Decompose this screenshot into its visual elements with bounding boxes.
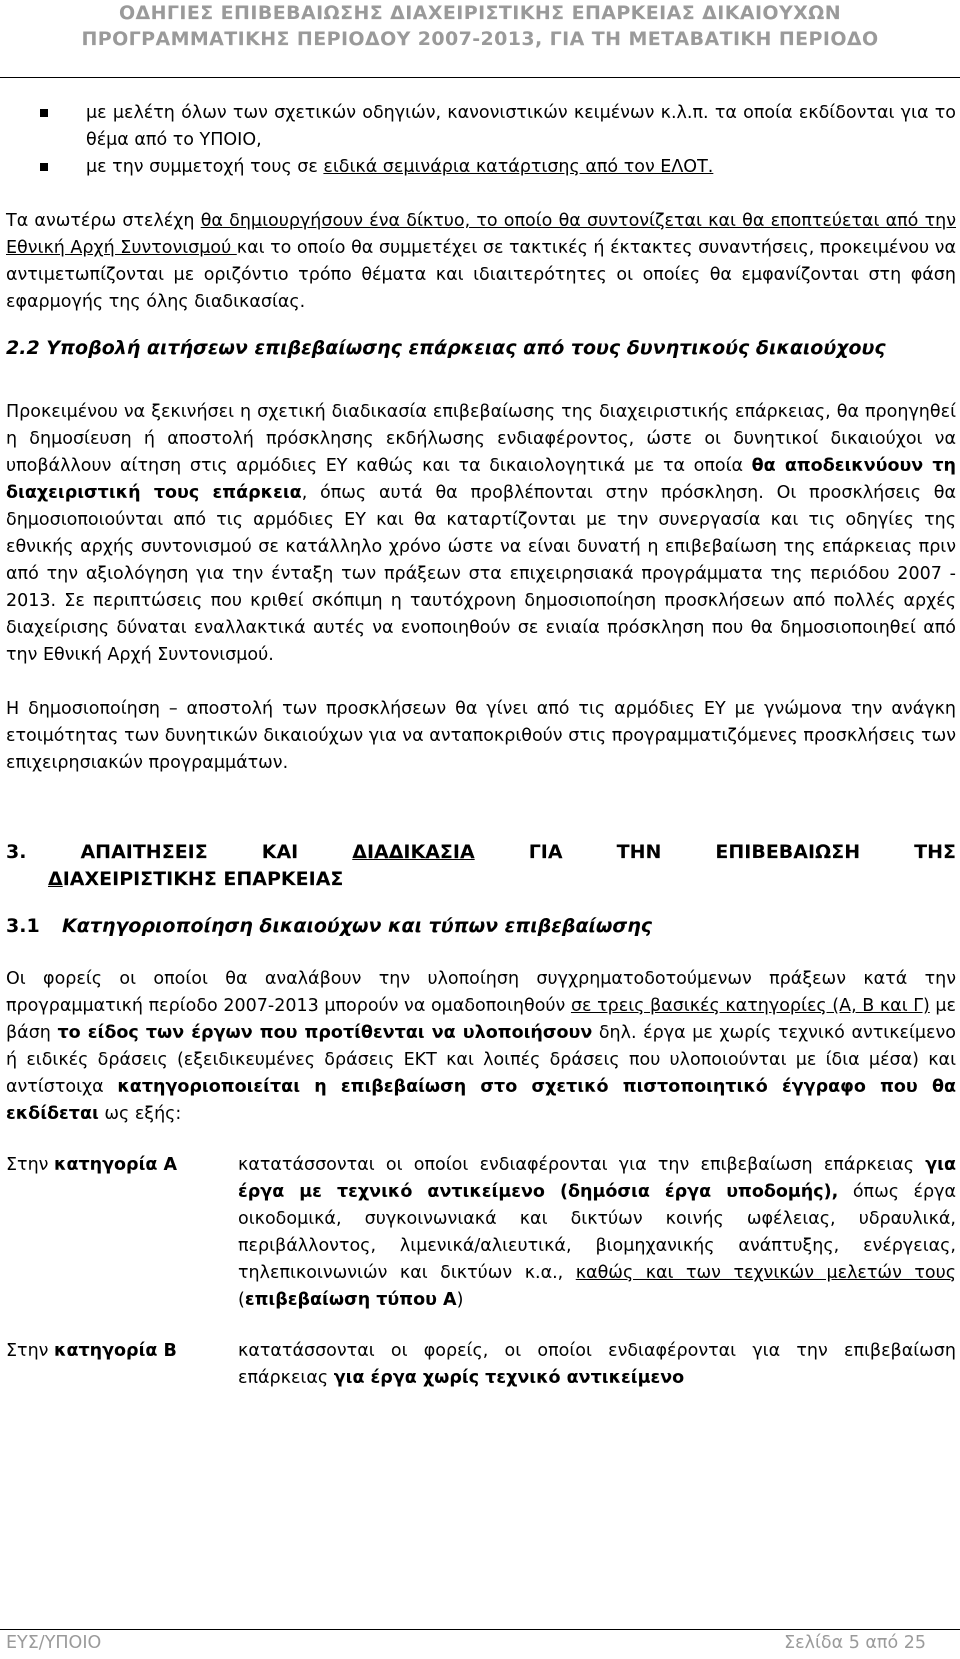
text-run: Τα ανωτέρω στελέχη (6, 211, 201, 231)
text-run-bold: για έργα με τεχνικό αντικείμενο (δημόσια έργα υποδομής), (238, 1155, 956, 1202)
text-run: ( (238, 1290, 245, 1310)
text-run: με βάση (6, 996, 957, 1043)
heading-word: ΔΙΑΔΙΚΑΣΙΑ (352, 841, 475, 863)
category-b-label (6, 1338, 238, 1392)
text-run: κατατάσσονται οι οποίοι ενδιαφέρονται για την επιβεβαίωση επάρκειας (238, 1155, 926, 1175)
category-a-label (6, 1152, 238, 1314)
heading-word: ΤΗΝ (616, 841, 662, 863)
bullet-text: με την συμμετοχή τους σε (86, 157, 324, 177)
section-number: 3. (6, 841, 27, 863)
text-run-bold: θα αποδεικνύουν τη διαχειριστική τους επάρκεια (6, 456, 956, 503)
category-b-description (238, 1338, 956, 1392)
bullet-text-underlined: ειδικά σεμινάρια κατάρτισης από τον ΕΛΟΤ. (323, 157, 714, 177)
text-run: Οι φορείς οι οποίοι θα αναλάβουν την υλοποίηση συγχρηματοδοτούμενων πράξεων κατά την προγραμματική περίοδο 2007-2013 μπορούν να ομαδοποιηθούν (6, 969, 956, 1016)
text-run: , όπως αυτά θα προβλέπονται στην πρόσκληση. Οι προσκλήσεις θα δημοσιοποιούνται από τις αρμόδιες ΕΥ και θα καταρτίζονται με την συνεργασία και τις οδηγίες της εθνικής αρχής συντονισμού σε κατάλληλο χρόνο ώστε να είναι δυνατή η επιβεβαίωση της επάρκειας πριν από την αξιολόγηση για την ένταξη των πράξεων στα επιχειρησιακά προγράμματα της περιόδου 2007 - 2013. Σε περιπτώσεις που κριθεί σκόπιμη η ταυτόχρονη δημοσιοποίηση προσκλήσεων από πολλές αρχές διαχείρισης δύναται εναλλακτικά αυτές να ενοποιηθούν σε ενιαία πρόσκληση που θα δημοσιοποιηθεί από την Εθνική Αρχή Συντονισμού. (6, 483, 956, 665)
category-a-row (6, 1152, 956, 1314)
document-body (6, 100, 956, 1392)
heading-letter-underlined: Δ (48, 868, 63, 890)
text-run-bold: για έργα χωρίς τεχνικό αντικείμενο (333, 1368, 685, 1388)
bullet-text: με μελέτη όλων των σχετικών οδηγιών, κανονιστικών κειμένων κ.λ.π. τα οποία εκδίδονται για το θέμα από το ΥΠΟΙΟ, (86, 103, 956, 150)
text-run-bold: κατηγορία Β (54, 1341, 177, 1361)
section-number: 3.1 (6, 915, 40, 937)
bullet-list (6, 100, 956, 181)
category-b-row (6, 1338, 956, 1392)
header-title-line-1: ΟΔΗΓΙΕΣ ΕΠΙΒΕΒΑΙΩΣΗΣ ΔΙΑΧΕΙΡΙΣΤΙΚΗΣ ΕΠΑΡΚΕΙΑΣ ΔΙΚΑΙΟΥΧΩΝ (118, 2, 842, 24)
section-3-heading (6, 839, 956, 866)
footer-page-number: Σελίδα 5 από 25 (784, 1633, 926, 1653)
text-run: ) (456, 1290, 464, 1310)
heading-word: ΑΠΑΙΤΗΣΕΙΣ (80, 841, 208, 863)
text-run-bold: επιβεβαίωση τύπου Α (244, 1290, 457, 1310)
section-title: Κατηγοριοποίηση δικαιούχων και τύπων επιβεβαίωσης (62, 915, 653, 937)
heading-word: ΕΠΙΒΕΒΑΙΩΣΗ (715, 841, 861, 863)
bullet-item-seminars (6, 154, 956, 181)
footer-divider (0, 1629, 960, 1630)
heading-word: ΚΑΙ (261, 841, 299, 863)
footer-organization: ΕΥΣ/ΥΠΟΙΟ (6, 1633, 102, 1653)
text-run: κατατάσσονται οι φορείς, οι οποίοι ενδιαφέρονται για την επιβεβαίωση επάρκειας (238, 1341, 956, 1388)
heading-text: ΙΑΧΕΙΡΙΣΤΙΚΗΣ ΕΠΑΡΚΕΙΑΣ (62, 868, 344, 890)
heading-word: ΓΙΑ (528, 841, 563, 863)
text-run-bold: το είδος των έργων που προτίθενται να υλοποιήσουν (57, 1023, 593, 1043)
text-run: και το οποίο θα συμμετέχει σε τακτικές ή έκτακτες συναντήσεις, προκειμένου να αντιμετωπίζονται με οριζόντιο τρόπο θέματα και ιδιαιτερότητες οι οποίες θα εμφανίζονται στη φάση εφαρμογής της όλης διαδικασίας. (6, 238, 956, 312)
category-a-description (238, 1152, 956, 1314)
text-run-underlined: θα δημιουργήσουν ένα δίκτυο, το οποίο θα συντονίζεται και θα εποπτεύεται από την Εθνική Αρχή Συντονισμού (6, 211, 956, 258)
paragraph-network (6, 208, 956, 316)
text-run: Στην (6, 1341, 55, 1361)
page-header (0, 0, 960, 78)
section-2-2-heading: 2.2 Υποβολή αιτήσεων επιβεβαίωσης επάρκειας από τους δυνητικούς δικαιούχους (6, 337, 886, 359)
heading-word: ΤΗΣ (914, 841, 956, 863)
paragraph-applications (6, 399, 956, 669)
paragraph-categories (6, 966, 956, 1128)
text-run-underlined: καθώς και των τεχνικών μελετών τους (575, 1263, 956, 1283)
text-run: Προκειμένου να ξεκινήσει η σχετική διαδικασία επιβεβαίωσης της διαχειριστικής επάρκειας, θα προηγηθεί η δημοσίευση ή αποστολή πρόσκλησης εκδήλωσης ενδιαφέροντος, ώστε οι δυνητικοί δικαιούχοι να υποβάλλουν αίτηση στις αρμόδιες ΕΥ καθώς και τα δικαιολογητικά με τα οποία (6, 402, 956, 476)
section-3-heading-line-2 (6, 866, 956, 893)
section-3-1-heading (6, 913, 956, 940)
text-run-underlined: σε τρεις βασικές κατηγορίες (Α, Β και Γ) (570, 996, 930, 1016)
bullet-item-guidelines (6, 100, 956, 154)
header-title-line-2: ΠΡΟΓΡΑΜΜΑΤΙΚΗΣ ΠΕΡΙΟΔΟΥ 2007-2013, ΓΙΑ ΤΗ ΜΕΤΑΒΑΤΙΚΗ ΠΕΡΙΟΔΟ (81, 28, 879, 50)
text-run: όπως έργα οικοδομικά, συγκοινωνιακά και δικτύων κοινής ωφέλειας, υδραυλικά, περιβάλλοντος, λιμενικά/αλιευτικά, βιομηχανικής ανάπτυξης, ενέργειας, τηλεπικοινωνιών και δικτύων κ.α., (238, 1182, 956, 1283)
paragraph-publication: Η δημοσιοποίηση – αποστολή των προσκλήσεων θα γίνει από τις αρμόδιες ΕΥ με γνώμονα την ανάγκη ετοιμότητας των δυνητικών δικαιούχων για να ανταποκριθούν στις προγραμματιζόμενες προσκλήσεις των επιχειρησιακών προγραμμάτων. (6, 699, 956, 773)
text-run: ως εξής: (98, 1104, 182, 1124)
text-run: Στην (6, 1155, 55, 1175)
header-divider (0, 77, 960, 78)
text-run-bold: κατηγοριοποιείται η επιβεβαίωση στο σχετικό πιστοποιητικό έγγραφο που θα εκδίδεται (6, 1077, 957, 1124)
text-run-bold: κατηγορία Α (54, 1155, 178, 1175)
text-run: δηλ. έργα με χωρίς τεχνικό αντικείμενο ή ειδικές δράσεις (εξειδικευμένες δράσεις ΕΚΤ και λοιπές δράσεις που υλοποιούνται με ίδια μέσα) και αντίστοιχα (6, 1023, 956, 1097)
